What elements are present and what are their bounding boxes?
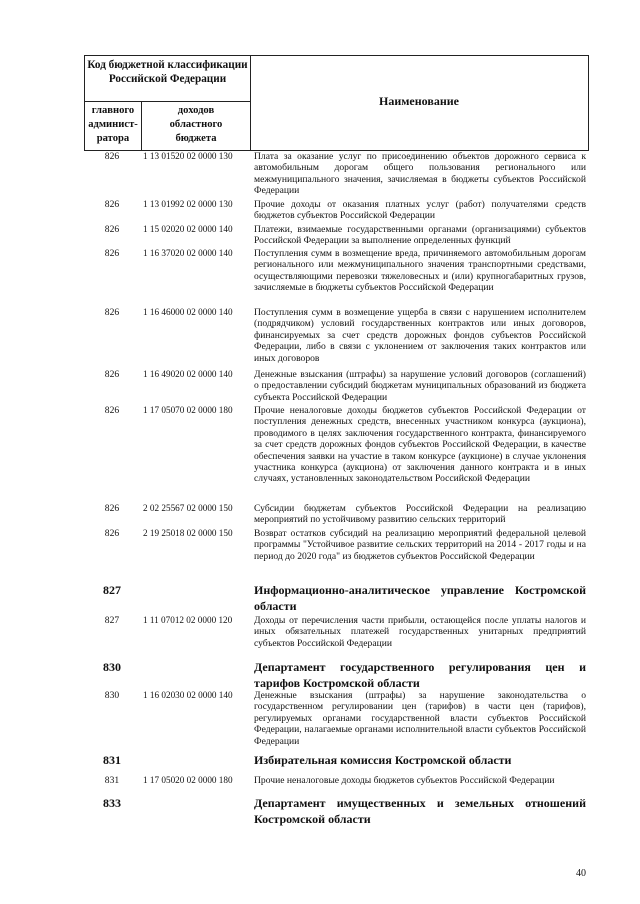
row-name: Денежные взыскания (штрафы) за нарушение законодательства о государственном регулировании цен (тарифов) в части цен (тарифов), регулируемых органами государственной власти субъектов Российской Федерации, налагаемые органами исполнительной власти субъектов Российской Федерации <box>254 690 586 747</box>
section-title: Информационно-аналитическое управление Костромской области <box>254 583 586 613</box>
admin-code: 830 <box>103 660 121 674</box>
income-code: 1 13 01520 02 0000 130 <box>143 151 233 161</box>
income-code: 1 13 01992 02 0000 130 <box>143 199 233 209</box>
admin-code: 826 <box>104 224 120 235</box>
section-title: Избирательная комиссия Костромской области <box>254 753 512 767</box>
row-name: Доходы от перечисления части прибыли, остающейся после уплаты налогов и иных обязательных платежей государственных унитарных предприятий субъектов Российской Федерации <box>254 615 586 649</box>
header-col-income: доходов областного бюджета <box>169 105 223 144</box>
income-code: 1 15 02020 02 0000 140 <box>143 224 233 234</box>
admin-code: 827 <box>104 615 120 626</box>
income-code: 2 02 25567 02 0000 150 <box>143 503 233 513</box>
admin-code: 833 <box>103 796 121 810</box>
admin-code: 826 <box>104 369 120 380</box>
row-name: Поступления сумм в возмещение ущерба в связи с нарушением исполнителем (подрядчиком) условий государственных контрактов или иных договоров, финансируемых за счет средств дорожных фондов субъектов Российской Федерации, либо в связи с уклонением от заключения таких контрактов или иных договоров <box>254 307 586 364</box>
income-code: 1 16 49020 02 0000 140 <box>143 369 233 379</box>
page-number: 40 <box>576 868 586 879</box>
admin-code: 831 <box>103 753 121 767</box>
admin-code: 826 <box>104 405 120 416</box>
row-name: Возврат остатков субсидий на реализацию мероприятий федеральной целевой программы "Устойчивое развитие сельских территорий на 2014 - 2017 годы и на период до 2020 года" из бюджетов субъектов Российской Федерации <box>254 528 586 562</box>
income-code: 1 17 05070 02 0000 180 <box>143 405 233 415</box>
section-title: Департамент имущественных и земельных отношений Костромской области <box>254 796 586 826</box>
header-divider-group <box>84 101 251 102</box>
row-name: Прочие неналоговые доходы бюджетов субъектов Российской Федерации <box>254 775 555 786</box>
header-col-name: Наименование <box>379 94 459 108</box>
row-name: Денежные взыскания (штрафы) за нарушение условий договоров (соглашений) о предоставлении субсидий бюджетам муниципальных образований из бюджета субъекта Российской Федерации <box>254 369 586 403</box>
admin-code: 827 <box>103 583 121 597</box>
income-code: 1 16 02030 02 0000 140 <box>143 690 233 700</box>
section-title: Департамент государственного регулирования цен и тарифов Костромской области <box>254 660 586 690</box>
row-name: Прочие доходы от оказания платных услуг (работ) получателями средств бюджетов субъектов Российской Федерации <box>254 199 586 222</box>
admin-code: 826 <box>104 151 120 162</box>
admin-code: 830 <box>104 690 120 701</box>
admin-code: 826 <box>104 199 120 210</box>
income-code: 1 17 05020 02 0000 180 <box>143 775 233 785</box>
income-code: 1 11 07012 02 0000 120 <box>143 615 233 625</box>
admin-code: 826 <box>104 307 120 318</box>
admin-code: 826 <box>104 503 120 514</box>
admin-code: 826 <box>104 248 120 259</box>
admin-code: 831 <box>104 775 120 786</box>
income-code: 2 19 25018 02 0000 150 <box>143 528 233 538</box>
income-code: 1 16 46000 02 0000 140 <box>143 307 233 317</box>
row-name: Плата за оказание услуг по присоединению объектов дорожного сервиса к автомобильным дорогам общего пользования регионального или межмуниципального значения, зачисляемая в бюджеты субъектов Российской Федерации <box>254 151 586 197</box>
admin-code: 826 <box>104 528 120 539</box>
row-name: Прочие неналоговые доходы бюджетов субъектов Российской Федерации от поступления денежных средств, внесенных участником конкурса (аукциона), проводимого в целях заключения государственного контракта, финансируемого за счет средств дорожных фондов субъектов Российской Федерации, в качестве обеспечения заявки на участие в таком конкурсе (аукционе) в случае уклонения участника конкурса (аукциона) от заключения данного контракта и в иных случаях, установленных законодательством Российской Федерации <box>254 405 586 485</box>
header-col-admin: главного админист-ратора <box>88 105 138 144</box>
row-name: Поступления сумм в возмещение вреда, причиняемого автомобильным дорогам регионального или межмуниципального значения транспортными средствами, осуществляющими перевозки тяжеловесных и (или) крупногабаритных грузов, зачисляемые в бюджеты субъектов Российской Федерации <box>254 248 586 294</box>
row-name: Платежи, взимаемые государственными органами (организациями) субъектов Российской Федерации за выполнение определенных функций <box>254 224 586 247</box>
row-name: Субсидии бюджетам субъектов Российской Федерации на реализацию мероприятий по устойчивому развитию сельских территорий <box>254 503 586 526</box>
income-code: 1 16 37020 02 0000 140 <box>143 248 233 258</box>
header-group-title: Код бюджетной классификации Российской Федерации <box>87 59 248 85</box>
